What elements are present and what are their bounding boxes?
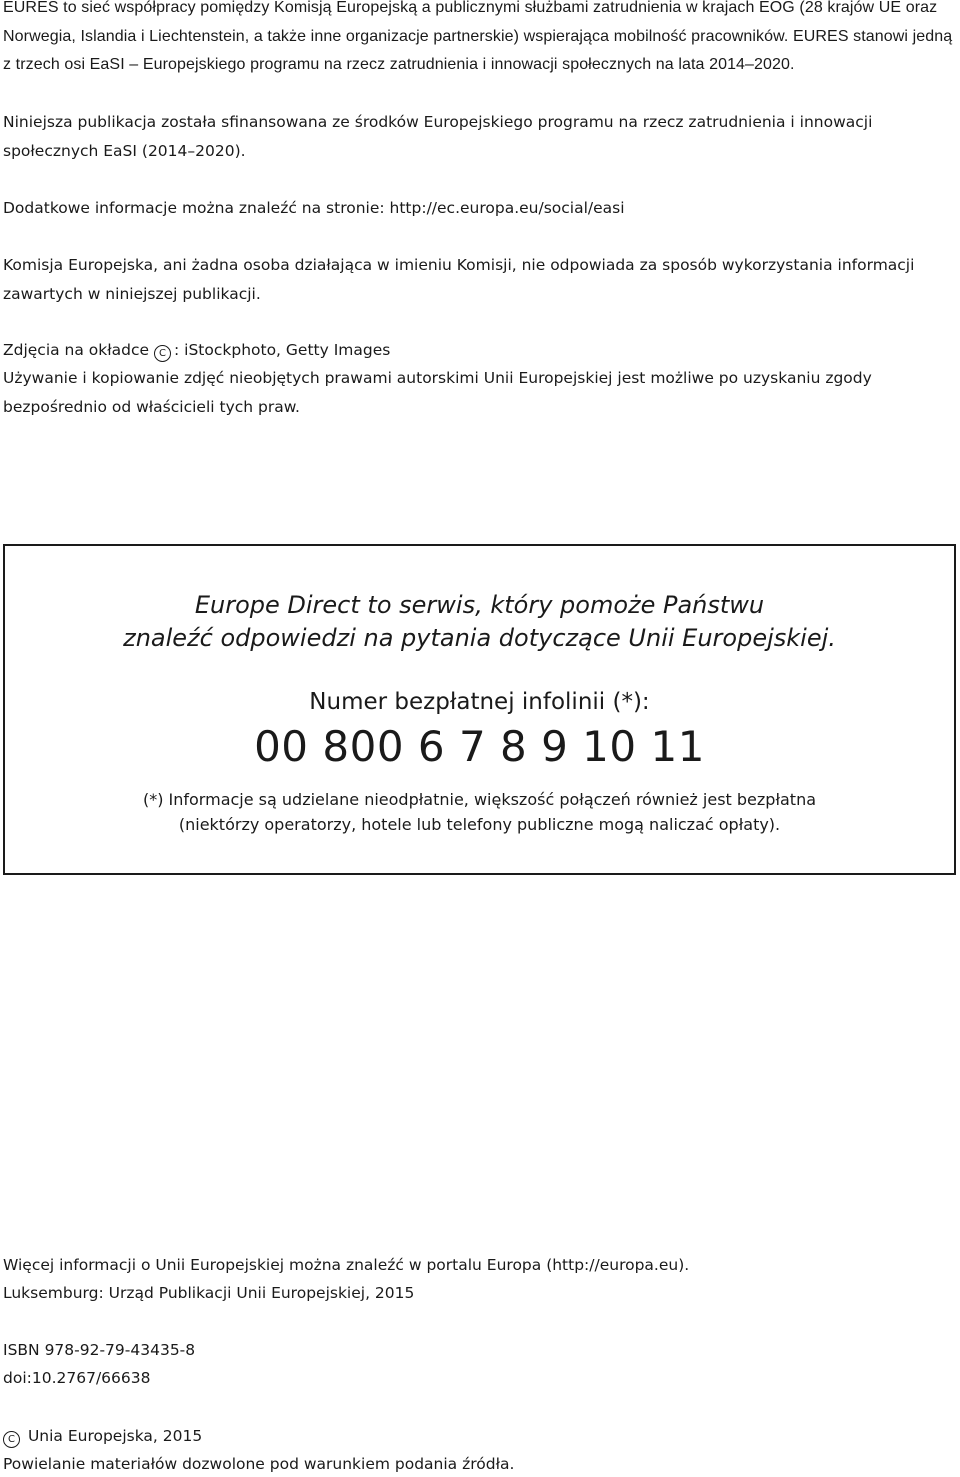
copyright-icon: C bbox=[3, 1431, 20, 1448]
disclaimer-text: Komisja Europejska, ani żadna osoba działająca w imieniu Komisji, nie odpowiada za sposób wykorzystania informacji zawartych w niniejszej publikacji. bbox=[3, 256, 915, 303]
copyright-line bbox=[3, 1425, 202, 1448]
more-info-text: Dodatkowe informacje można znaleźć na stronie: http://ec.europa.eu/social/easi bbox=[3, 199, 625, 217]
photo-credit-prefix: Zdjęcia na okładce bbox=[3, 341, 150, 359]
hotline-number: 00 800 6 7 8 9 10 11 bbox=[254, 722, 705, 771]
europe-direct-line1: Europe Direct to serwis, który pomoże Państwu bbox=[194, 591, 765, 619]
europe-direct-line2: znaleźć odpowiedzi na pytania dotyczące Unii Europejskiej. bbox=[123, 624, 836, 652]
publisher: Luksemburg: Urząd Publikacji Unii Europejskiej, 2015 bbox=[3, 1284, 415, 1302]
europa-info: Więcej informacji o Unii Europejskiej można znaleźć w portalu Europa (http://europa.eu). bbox=[3, 1256, 690, 1274]
photo-credit bbox=[3, 336, 953, 365]
europe-direct-box bbox=[3, 544, 956, 875]
hotline-label: Numer bezpłatnej infolinii (*): bbox=[309, 689, 650, 715]
photo-credit-suffix: : iStockphoto, Getty Images bbox=[174, 341, 391, 359]
isbn: ISBN 978-92-79-43435-8 bbox=[3, 1341, 196, 1359]
copyright-icon: C bbox=[154, 345, 171, 362]
copyright-text: Unia Europejska, 2015 bbox=[27, 1427, 203, 1445]
reproduction-note: Powielanie materiałów dozwolone pod warunkiem podania źródła. bbox=[3, 1455, 515, 1473]
funding-statement: Niniejsza publikacja została sfinansowana ze środków Europejskiego programu na rzecz zatrudnienia i innowacji społecznych EaSI (2014–2020). bbox=[3, 113, 873, 160]
eures-description: EURES to sieć współpracy pomiędzy Komisją Europejską a publicznymi służbami zatrudnienia w krajach EOG (28 krajów UE oraz Norwegia, Islandia i Liechtenstein, a także inne organizacje partnerskie) wspierająca mobilność pracowników. EURES stanowi jedną z trzech osi EaSI – Europejskiego programu na rzecz zatrudnienia i innowacji społecznych na lata 2014–2020. bbox=[3, 0, 953, 73]
hotline-note-line2: (niektórzy operatorzy, hotele lub telefony publiczne mogą naliczać opłaty). bbox=[178, 815, 781, 834]
photo-usage-text: Używanie i kopiowanie zdjęć nieobjętych prawami autorskimi Unii Europejskiej jest możliwe po uzyskaniu zgody bezpośrednio od właścicieli tych praw. bbox=[3, 369, 872, 416]
doi: doi:10.2767/66638 bbox=[3, 1369, 151, 1387]
hotline-note-line1: (*) Informacje są udzielane nieodpłatnie, większość połączeń również jest bezpłatna bbox=[142, 790, 817, 809]
